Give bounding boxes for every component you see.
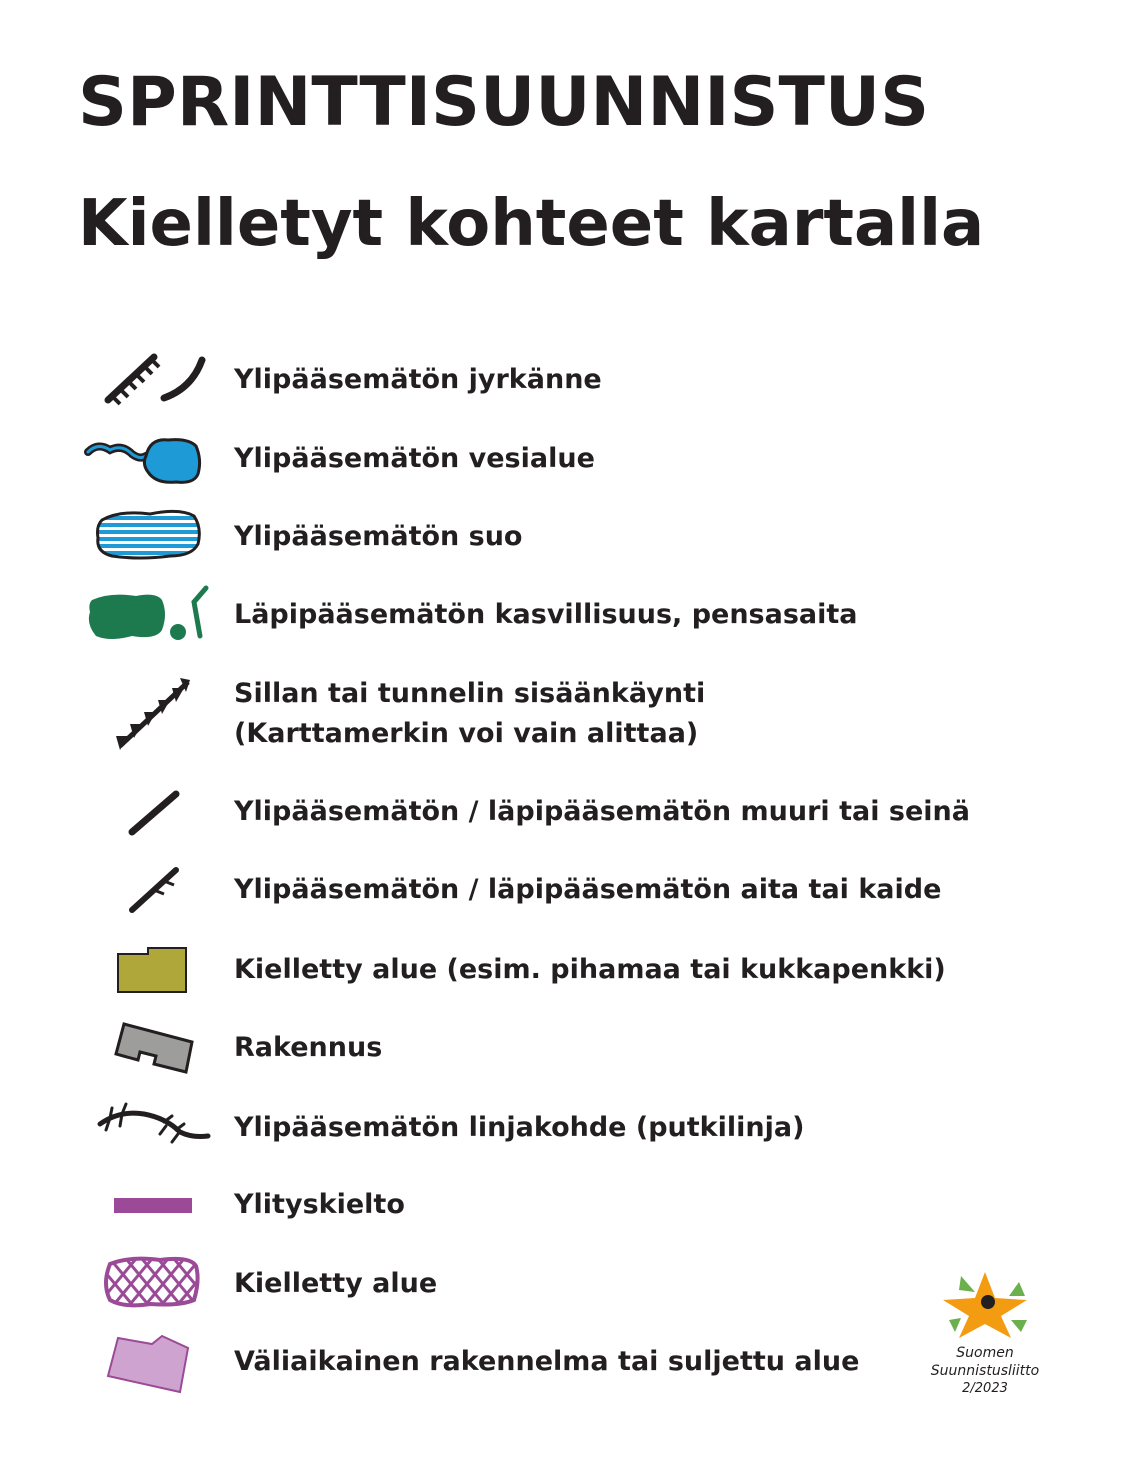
wall-icon [80,788,210,840]
logo-line2: Suunnistusliitto [930,1363,1040,1379]
legend-label: Ylityskielto [234,1189,405,1220]
legend-label: Ylipääsemätön / läpipääsemätön aita tai kaide [234,874,942,905]
logo-date: 2/2023 [962,1381,1008,1396]
legend-label: Ylipääsemätön suo [234,521,523,552]
legend-label: Läpipääsemätön kasvillisuus, pensasaita [234,599,858,630]
legend-label-secondary: (Karttamerkin voi vain alittaa) [234,718,699,749]
water-icon [80,430,210,490]
marsh-icon [80,508,210,568]
federation-logo [905,1268,1065,1398]
cliff-icon [80,348,210,412]
legend-label: Ylipääsemätön / läpipääsemätön muuri tai seinä [234,796,970,827]
legend-label: Kielletty alue [234,1268,438,1299]
legend-label: Kielletty alue (esim. pihamaa tai kukkapenkki) [234,954,946,985]
building-icon [80,1022,210,1076]
star-logo-icon [935,1268,1035,1340]
page-subtitle: Kielletyt kohteet kartalla [78,187,985,261]
legend-label: Sillan tai tunnelin sisäänkäynti [234,678,706,709]
logo-line1: Suomen [956,1345,1014,1361]
forbidden-area-icon [80,944,210,996]
pipeline-icon [80,1100,220,1150]
legend-label: Ylipääsemätön vesialue [234,443,595,474]
fence-icon [80,864,210,918]
vegetation-icon [80,584,220,646]
crosshatch-area-icon [80,1254,210,1314]
temporary-area-icon [80,1332,210,1396]
legend-label: Ylipääsemätön jyrkänne [234,364,602,395]
legend-label: Väliaikainen rakennelma tai suljettu alue [234,1346,860,1377]
no-crossing-icon [80,1184,210,1224]
legend-label: Rakennus [234,1032,383,1063]
bridge-icon [80,672,210,756]
page-title: SPRINTTISUUNNISTUS [78,63,930,142]
legend-label: Ylipääsemätön linjakohde (putkilinja) [234,1112,805,1143]
